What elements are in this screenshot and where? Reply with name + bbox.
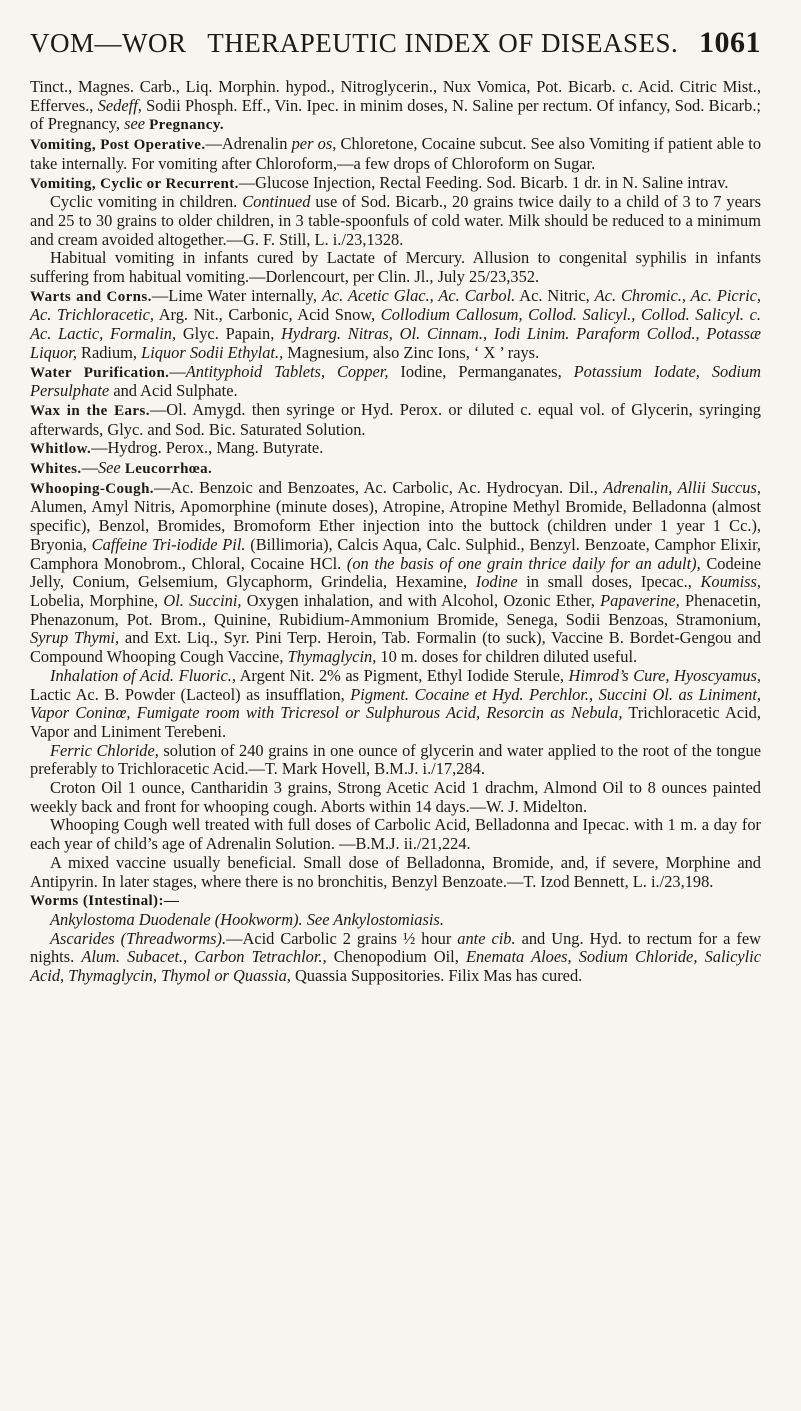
entry-heading: Vomiting, Cyclic or Recurrent.: [30, 175, 239, 192]
entry-text: (Billimoria), Calcis Aqua, Calc. Sulphid., Benzyl. Benzoate, Camphor Elixir, Camphora Monobrom., Chloral, Cocaine HCl.: [30, 534, 761, 573]
entry-heading: Vomiting, Post Operative.: [30, 137, 206, 154]
entry-text: and Ung. Hyd. to rectum for a few nights.: [30, 928, 761, 967]
italic-text: Thymaglycin,: [287, 647, 377, 667]
entry-text: Alumen, Amyl Nitris, Apomorphine (minute doses), Atropine, Atropine Methyl Bromide, Belladonna (almost specific), Benzol, Bromides, Bromoform Ether injection into the buttock (children under 1 year 1 Cc.), Bryonia,: [30, 497, 761, 554]
index-entry: [30, 174, 761, 194]
italic-text: Adrenalin, Allii Succus,: [603, 477, 761, 497]
italic-text: Caffeine Tri-iodide Pil.: [91, 534, 246, 554]
entry-heading: Whooping-Cough.: [30, 480, 154, 497]
italic-text: per os,: [291, 134, 337, 154]
entry-text: 10 m. doses for children diluted useful.: [376, 647, 638, 667]
italic-text: Alum. Subacet., Carbon Tetrachlor.,: [81, 947, 327, 967]
entry-text: Lobelia, Morphine,: [30, 590, 164, 610]
italic-text: Ac. Acetic Glac., Ac. Carbol.: [321, 285, 516, 305]
index-note-paragraph: [30, 816, 761, 853]
index-entry: [30, 459, 761, 479]
italic-text: Antityphoid Tablets, Copper,: [185, 361, 389, 381]
entry-text: —Ol. Amygd. then syringe or Hyd. Perox. or diluted c. equal vol. of Glycerin, syringing afterwards, Glyc. and Sod. Bic. Saturated Solution.: [30, 399, 761, 439]
entry-heading: Worms (Intestinal):—: [30, 893, 180, 910]
page-number: 1061: [698, 26, 761, 59]
entry-heading: Whitlow.: [30, 441, 92, 458]
entry-text: —Ac. Benzoic and Benzoates, Ac. Carbolic, Ac. Hydrocyan. Dil.,: [153, 477, 604, 497]
index-note-paragraph: [30, 742, 761, 779]
italic-text: Papaverine,: [600, 590, 680, 610]
italic-text: See: [97, 458, 121, 478]
entry-text: Croton Oil 1 ounce, Cantharidin 3 grains, Strong Acetic Acid 1 drachm, Almond Oil to 8 ounces painted weekly back and front for whooping cough. Aborts within 14 days.—W. J. Midelton.: [30, 778, 761, 816]
entry-text: Sodii Phosph. Eff., Vin. Ipec. in minim doses, N. Saline per rectum. Of infancy, Sod. Bicarb.; of Pregnancy,: [30, 95, 761, 134]
entry-text: Quassia Suppositories. Filix Mas has cured.: [290, 966, 583, 986]
italic-text: ante cib.: [457, 928, 516, 948]
entry-text: —: [169, 361, 186, 381]
entry-text: Whooping Cough well treated with full doses of Carbolic Acid, Belladonna and Ipecac. with 1 m. a day for each year of child’s age of Adrenalin Solution. —B.M.J. ii./21,224.: [30, 815, 761, 854]
index-note-paragraph: [30, 667, 761, 742]
entry-text: A mixed vaccine usually beneficial. Small dose of Belladonna, Bromide, and, if severe, Morphine and Antipyrin. In later stages, where there is no bronchitis, Benzyl Benzoate.—T. Izod Bennett, L. i./23,198.: [30, 852, 761, 891]
italic-text: see: [124, 114, 145, 134]
italic-text: Ankylostoma Duodenale (Hookworm). See Ankylostomiasis.: [50, 909, 444, 929]
index-note-paragraph: [30, 854, 761, 891]
entry-text: use of Sod. Bicarb., 20 grains twice daily to a child of 3 to 7 years and 25 to 30 grains to older children, in 3 table-spoonfuls of cold water. Milk should be reduced to a minimum and cream avoided altogether.—G. F. Still, L. i./23,1328.: [30, 192, 761, 249]
header-section-range: VOM—WOR: [30, 28, 187, 58]
italic-text: Ascarides (Threadworms).: [50, 928, 227, 948]
italic-text: Ferric Chloride,: [50, 740, 159, 760]
entry-heading: Leucorrhœa.: [124, 461, 213, 478]
index-entry: [30, 287, 761, 363]
italic-text: Ol. Succini,: [163, 590, 242, 610]
entry-text: —Adrenalin: [205, 134, 292, 154]
entry-text: Lactic Ac. B. Powder (Lacteol) as insufflation,: [30, 684, 351, 704]
italic-text: Continued: [242, 192, 311, 212]
entry-text: Arg. Nit., Carbonic, Acid Snow,: [153, 305, 381, 325]
entry-text: Chenopodium Oil,: [326, 947, 466, 967]
italic-text: Himrod’s Cure, Hyoscyamus,: [568, 665, 761, 685]
italic-text: Collodium Callosum, Collod. Salicyl., Collod. Salicyl. c. Ac. Lactic, Formalin,: [30, 305, 762, 344]
entry-heading: Pregnancy.: [149, 117, 225, 134]
entry-text: Glyc. Papain,: [176, 324, 282, 344]
entry-heading: Whites.: [30, 461, 82, 478]
index-entry: [30, 135, 761, 173]
index-entry: [30, 891, 761, 911]
entry-text: Magnesium, also Zinc Ions, ‘ X ’ rays.: [283, 342, 540, 362]
italic-text: Koumiss,: [700, 572, 762, 592]
italic-text: Iodine: [475, 572, 518, 592]
index-entry: [30, 401, 761, 439]
italic-text: Pigment. Cocaine et Hyd. Perchlor., Succini Ol. as Liniment, Vapor Coninœ, Fumigate room with Tricresol or Sulphurous Acid, Resorcin as Nebula,: [30, 684, 761, 723]
entry-text: —Lime Water internally,: [151, 285, 322, 305]
entry-text: Chloretone, Cocaine subcut. See also Vomiting if patient able to take internally. For vomiting after Chloroform,—a few drops of Chloroform on Sugar.: [30, 134, 762, 173]
entry-heading: Wax in the Ears.: [30, 402, 150, 419]
entry-text: and Ext. Liq., Syr. Pini Terp. Heroin, Tab. Formalin (to suck), Vaccine B. Bordet-Gengou and Compound Whooping Cough Vaccine,: [30, 628, 761, 667]
entry-text: —Hydrog. Perox., Mang. Butyrate.: [91, 438, 324, 458]
italic-text: Syrup Thymi,: [30, 628, 120, 648]
index-entry: [30, 363, 761, 401]
index-note-paragraph: [30, 193, 761, 249]
entry-text: Habitual vomiting in infants cured by Lactate of Mercury. Allusion to congenital syphilis in infants suffering from habitual vomiting.—Dorlencourt, per Clin. Jl., July 25/23,352.: [30, 248, 761, 287]
entry-text: Oxygen inhalation, and with Alcohol, Ozonic Ether,: [241, 590, 601, 610]
italic-text: Sedeff,: [97, 95, 142, 115]
header-title: THERAPEUTIC INDEX OF DISEASES.: [207, 28, 679, 58]
italic-text: Inhalation of Acid. Fluoric.,: [50, 665, 236, 685]
entry-heading: Warts and Corns.: [30, 288, 152, 305]
index-note-paragraph: [30, 779, 761, 816]
entry-text: Radium,: [76, 342, 142, 362]
entry-heading: Water Purification.: [30, 364, 170, 381]
italic-text: (on the basis of one grain thrice daily for an adult),: [346, 553, 701, 573]
entry-text: Ac. Nitric,: [515, 285, 595, 305]
entry-text: and Acid Sulphate.: [109, 381, 238, 401]
italic-text: Ac. Chromic., Ac. Picric, Ac. Trichloracetic,: [30, 285, 762, 325]
entry-text: solution of 240 grains in one ounce of glycerin and water applied to the root of the tongue preferably to Trichloracetic Acid.—T. Mark Hovell, B.M.J. i./17,284.: [30, 740, 761, 779]
entry-text: —Glucose Injection, Rectal Feeding. Sod. Bicarb. 1 dr. in N. Saline intrav.: [238, 172, 729, 192]
entry-text: —: [81, 458, 98, 478]
index-entry: [30, 78, 761, 135]
entry-text: Iodine, Permanganates,: [388, 361, 574, 381]
entry-text: in small doses, Ipecac.,: [517, 572, 701, 592]
entry-text: Trichloracetic Acid, Vapor and Liniment Terebeni.: [30, 703, 761, 741]
italic-text: Enemata Aloes, Sodium Chloride, Salicylic Acid, Thymaglycin, Thymol or Quassia,: [30, 947, 761, 986]
entry-text: —Acid Carbolic 2 grains ½ hour: [226, 928, 458, 948]
entry-text: Phenacetin, Phenazonum, Pot. Brom., Quinine, Rubidium-Ammonium Bromide, Senega, Sodii Benzoas, Stramonium,: [30, 590, 762, 629]
italic-text: Hydrarg. Nitras, Ol. Cinnam., Iodi Linim. Paraform Collod., Potassæ Liquor,: [30, 324, 761, 362]
italic-text: Potassium Iodate, Sodium Persulphate: [30, 361, 762, 401]
entry-text: Cyclic vomiting in children.: [50, 192, 243, 212]
italic-text: Liquor Sodii Ethylat.,: [141, 342, 284, 362]
entry-text: Argent Nit. 2% as Pigment, Ethyl Iodide Sterule,: [235, 665, 569, 685]
entry-text: Codeine Jelly, Conium, Gelsemium, Glycaphorm, Grindelia, Hexamine,: [30, 553, 761, 592]
index-note-paragraph: [30, 911, 761, 930]
running-header: [30, 26, 761, 62]
index-entry: [30, 479, 761, 667]
index-note-paragraph: [30, 249, 761, 286]
entry-text: Tinct., Magnes. Carb., Liq. Morphin. hypod., Nitroglycerin., Nux Vomica, Pot. Bicarb. c. Acid. Citric Mist., Efferves.,: [30, 77, 761, 115]
index-entry: [30, 439, 761, 459]
index-note-paragraph: [30, 930, 761, 986]
index-body: [30, 78, 761, 986]
